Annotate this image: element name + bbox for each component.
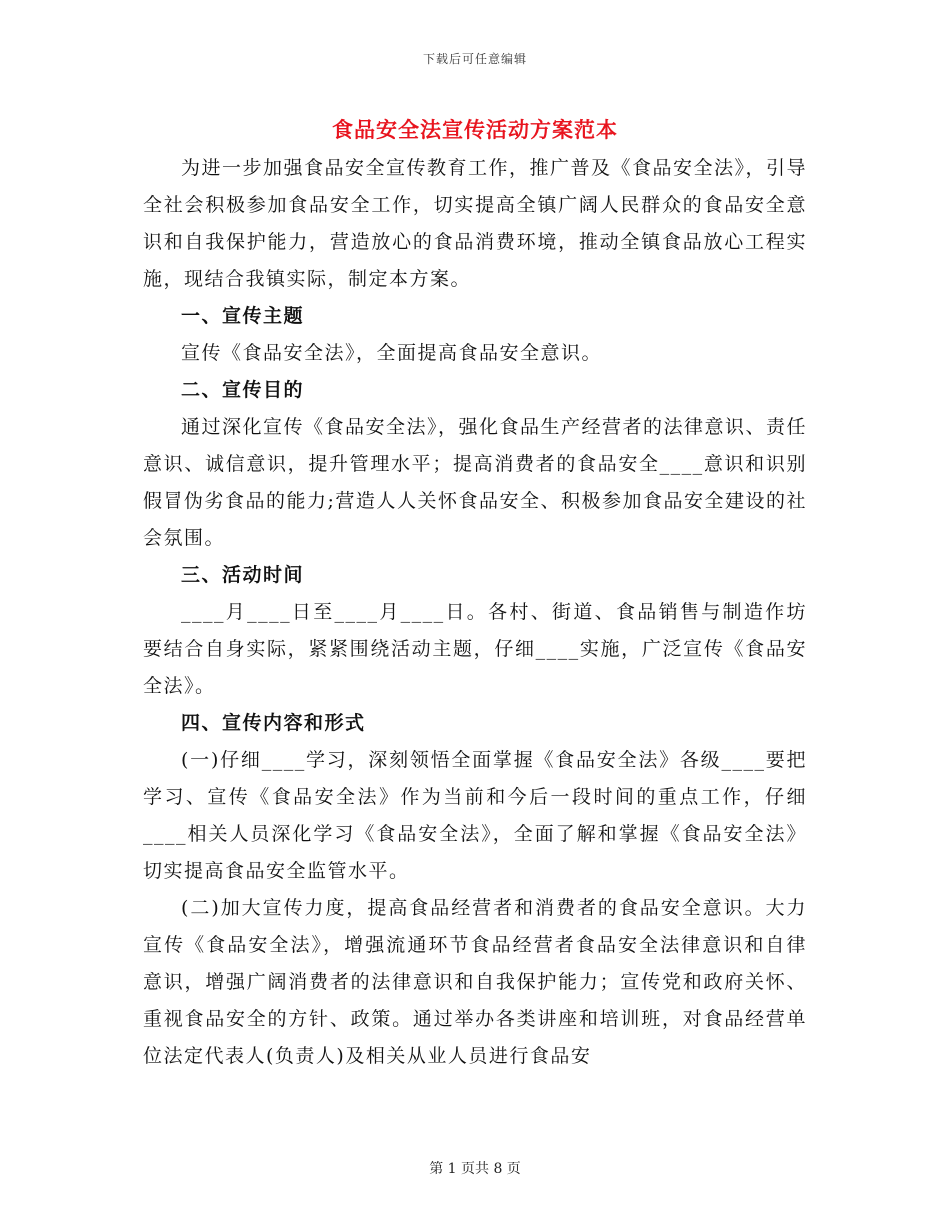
intro-paragraph: 为进一步加强食品安全宣传教育工作，推广普及《食品安全法》，引导全社会积极参加食品安全工作，切实提高全镇广阔人民群众的食品安全意识和自我保护能力，营造放心的食品消费环境，推动全镇食品放心工程实施，现结合我镇实际，制定本方案。 <box>143 157 808 290</box>
section-paragraph: ____月____日至____月____日。各村、街道、食品销售与制造作坊要结合自身实际，紧紧围绕活动主题，仔细____实施，广泛宣传《食品安全法》。 <box>143 601 807 697</box>
section-paragraph: (二)加大宣传力度，提高食品经营者和消费者的食品安全意识。大力宣传《食品安全法》，增强流通环节食品经营者食品安全法律意识和自律意识，增强广阔消费者的法律意识和自我保护能力；宣传党和政府关怀、重视食品安全的方针、政策。通过举办各类讲座和培训班，对食品经营单位法定代表人(负责人)及相关从业人员进行食品安 <box>143 897 807 1067</box>
page-number: 第 1 页共 8 页 <box>429 1161 521 1177</box>
section-heading-purpose: 二、宣传目的 <box>181 379 305 401</box>
section-paragraph: 通过深化宣传《食品安全法》，强化食品生产经营者的法律意识、责任意识、诚信意识，提升管理水平；提高消费者的食品安全____意识和识别假冒伪劣食品的能力;营造人人关怀食品安全、积极参加食品安全建设的社会氛围。 <box>143 416 808 549</box>
section-heading-content: 四、宣传内容和形式 <box>181 712 366 734</box>
section-heading-time: 三、活动时间 <box>181 564 305 586</box>
document-title: 食品安全法宣传活动方案范本 <box>332 117 618 142</box>
page-header-note: 下载后可任意编辑 <box>422 52 527 66</box>
section-paragraph: (一)仔细____学习，深刻领悟全面掌握《食品安全法》各级____要把学习、宣传《食品安全法》作为当前和今后一段时间的重点工作，仔细____相关人员深化学习《食品安全法》，全面了解和掌握《食品安全法》切实提高食品安全监管水平。 <box>143 749 807 882</box>
section-heading-theme: 一、宣传主题 <box>181 305 305 327</box>
section-paragraph: 宣传《食品安全法》，全面提高食品安全意识。 <box>181 342 603 364</box>
document-body <box>143 150 807 1075</box>
